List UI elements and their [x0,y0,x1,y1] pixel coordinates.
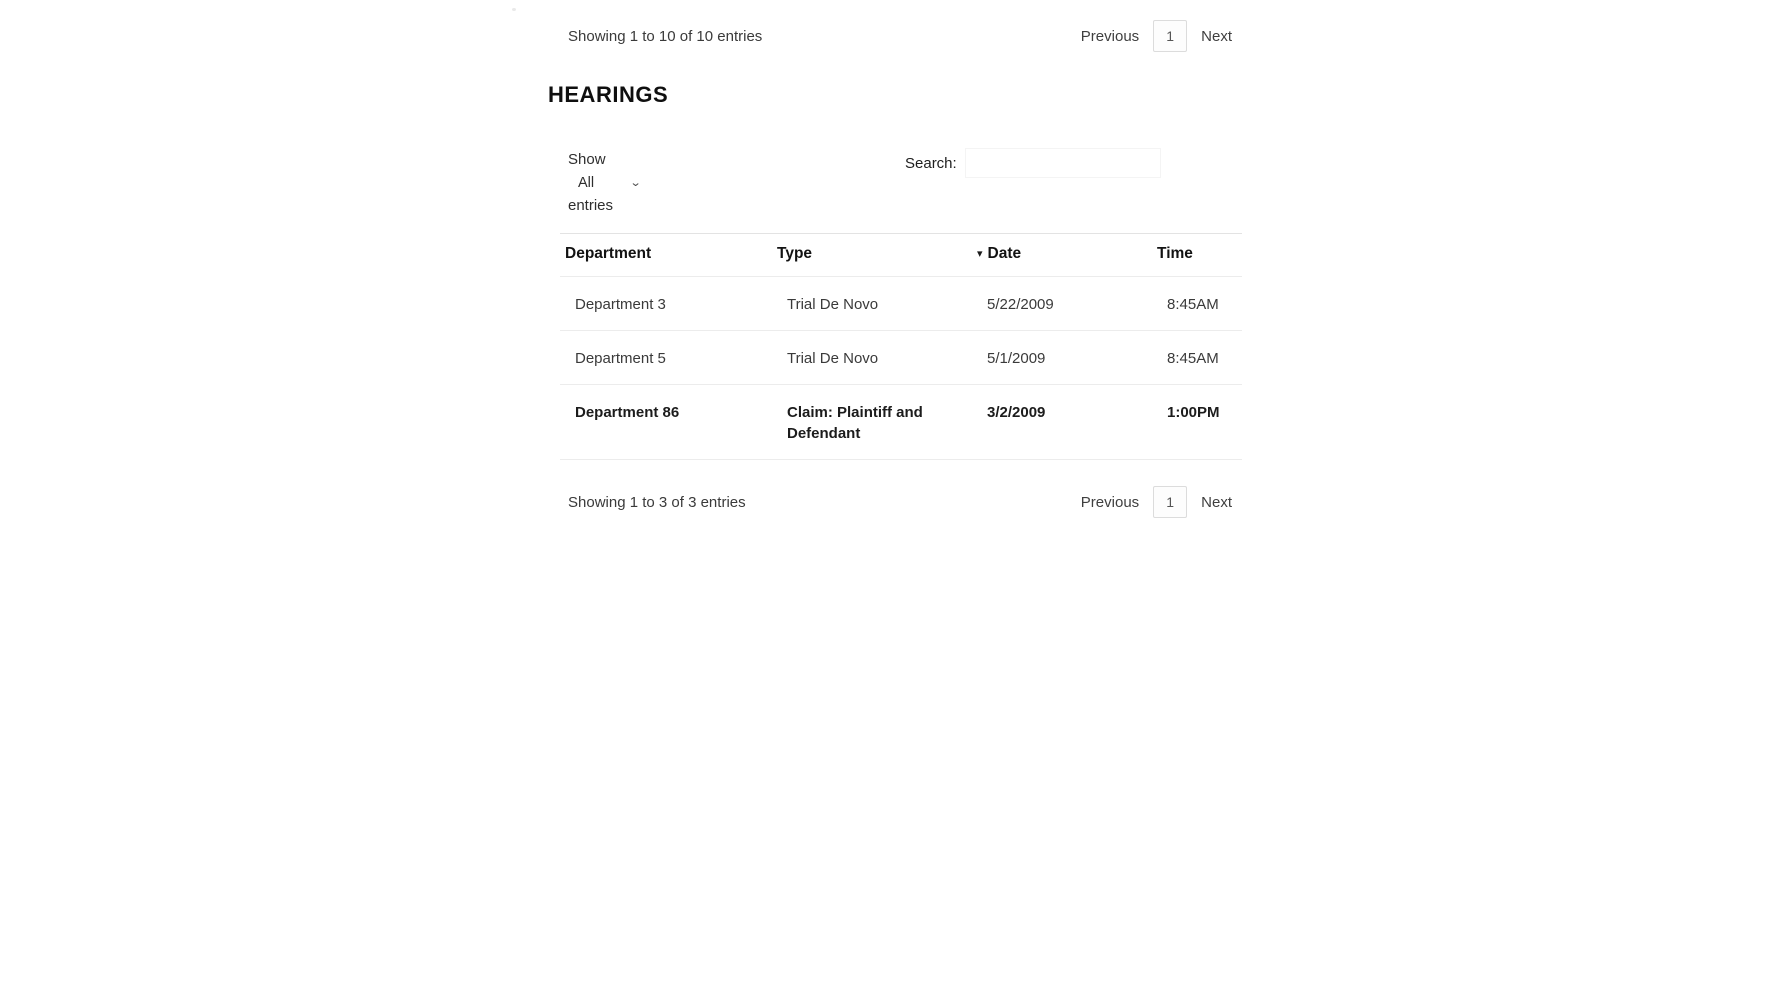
table-header-row [560,234,1242,277]
cell-time: 1:00PM [1152,385,1242,460]
entries-per-page-select[interactable] [578,175,640,191]
next-button[interactable]: Next [1193,22,1240,51]
table-row [560,331,1242,385]
entries-per-page-value: All [578,175,595,191]
next-button[interactable]: Next [1193,488,1240,517]
entries-length-control [568,148,678,217]
column-header-department-label: Department [565,245,652,262]
chevron-down-icon: ⌄ [629,176,642,189]
search-input[interactable] [965,148,1161,178]
top-table-info: Showing 1 to 10 of 10 entries [568,27,763,45]
page-title: HEARINGS [548,82,669,107]
column-header-type-label: Type [777,245,813,262]
page-number-button[interactable]: 1 [1153,486,1187,518]
column-header-time-label: Time [1157,245,1193,262]
column-header-type[interactable] [772,234,972,277]
cell-department: Department 5 [560,331,772,385]
bottom-info-row [568,486,1240,518]
cell-time: 8:45AM [1152,277,1242,331]
cell-date: 5/1/2009 [972,331,1152,385]
column-header-time[interactable] [1152,234,1242,277]
cell-type: Trial De Novo [772,277,972,331]
previous-button[interactable]: Previous [1073,22,1147,51]
sort-descending-icon: ▾ [977,248,983,260]
search-label: Search: [905,154,957,172]
bottom-table-info: Showing 1 to 3 of 3 entries [568,493,746,511]
cell-type: Claim: Plaintiff and Defendant [772,385,972,460]
cell-date: 3/2/2009 [972,385,1152,460]
entries-label: entries [568,197,614,214]
previous-button[interactable]: Previous [1073,488,1147,517]
column-header-department[interactable] [560,234,772,277]
cell-department: Department 86 [560,385,772,460]
page-number-button[interactable]: 1 [1153,20,1187,52]
column-header-date-label: Date [987,245,1022,262]
top-pagination [1073,20,1240,52]
search-control [905,148,1161,178]
table-row [560,385,1242,460]
cell-date: 5/22/2009 [972,277,1152,331]
hearings-table [560,233,1242,460]
top-info-row [568,20,1240,52]
table-row [560,277,1242,331]
cell-type: Trial De Novo [772,331,972,385]
bottom-pagination [1073,486,1240,518]
cell-time: 8:45AM [1152,331,1242,385]
column-header-date[interactable] [972,234,1152,277]
scan-artifact-speck [512,8,516,11]
show-label: Show [568,151,606,168]
cell-department: Department 3 [560,277,772,331]
